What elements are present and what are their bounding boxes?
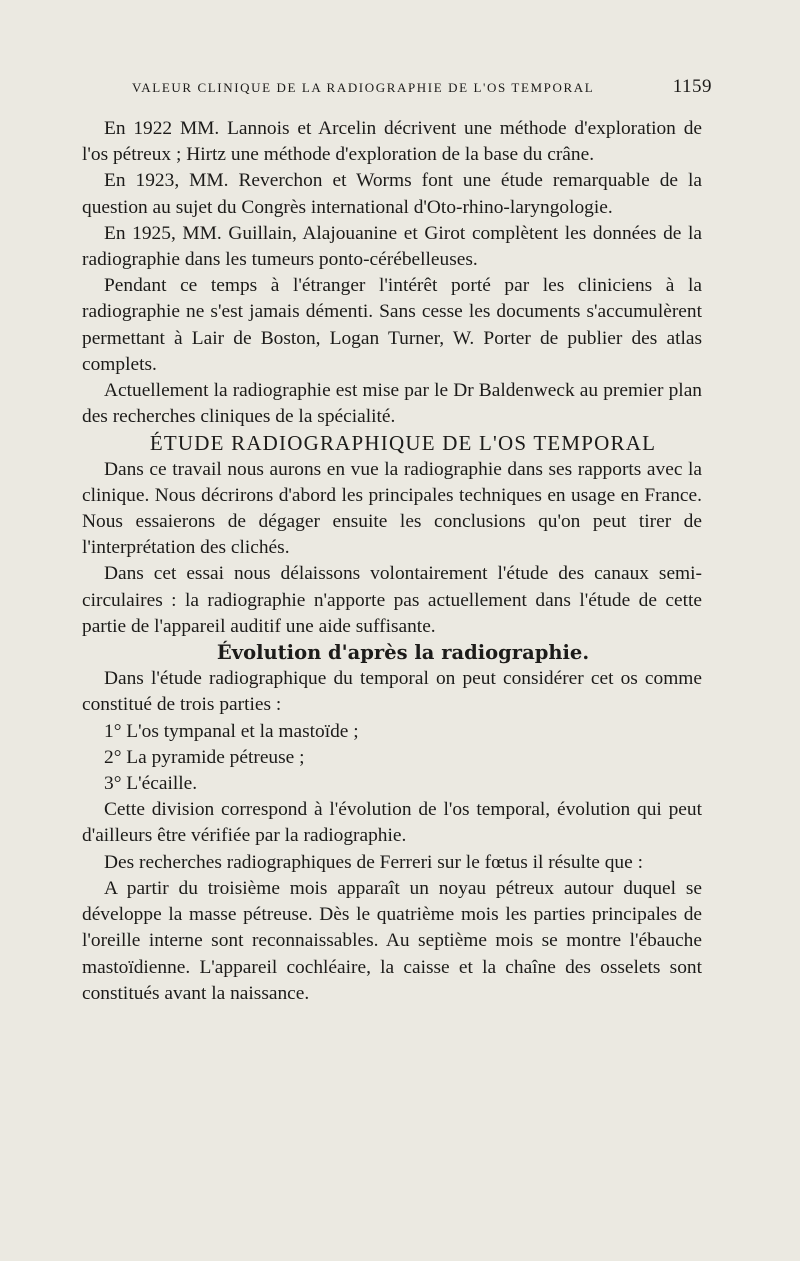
paragraph: En 1923, MM. Reverchon et Worms font une étude remarquable de la question au sujet du Congrès international d'Oto-rhino-laryngologie. bbox=[82, 170, 702, 218]
paragraph: Cette division correspond à l'évolution de l'os temporal, évolution qui peut d'ailleurs être vérifiée par la radiographie. bbox=[82, 799, 702, 847]
paragraph: En 1925, MM. Guillain, Alajouanine et Girot complètent les données de la radiographie dans les tumeurs ponto-cérébelleuses. bbox=[82, 222, 702, 271]
paragraph: En 1922 MM. Lannois et Arcelin décrivent une méthode d'exploration de l'os pétreux ; Hirtz une méthode d'exploration de la base du crâne. bbox=[82, 118, 702, 166]
list-item: 3° L'écaille. bbox=[104, 773, 198, 795]
paragraph: A partir du troisième mois apparaît un noyau pétreux autour duquel se développe la masse pétreuse. Dès le quatrième mois les parties principales de l'oreille interne sont reconnaissables. Au septième mois se montre l'ébauche mastoïdienne. L'appareil cochléaire, la caisse et la chaîne des osselets sont constitués avant la naissance. bbox=[82, 877, 702, 1004]
running-header bbox=[132, 76, 712, 98]
paragraph: Des recherches radiographiques de Ferreri sur le fœtus il résulte que : bbox=[104, 851, 643, 873]
list-item: 1° L'os tympanal et la mastoïde ; bbox=[104, 720, 359, 742]
paragraph: Dans cet essai nous délaissons volontairement l'étude des canaux semi-circulaires : la radiographie n'apporte pas actuellement dans l'étude de cette partie de l'appareil auditif une aide suffisante. bbox=[82, 563, 702, 637]
running-title: VALEUR CLINIQUE DE LA RADIOGRAPHIE DE L'OS TEMPORAL bbox=[132, 80, 595, 95]
paragraph: Pendant ce temps à l'étranger l'intérêt porté par les cliniciens à la radiographie ne s'est jamais démenti. Sans cesse les documents s'accumulèrent permettant à Lair de Boston, Logan Turner, W. Porter de publier des atlas complets. bbox=[82, 275, 702, 375]
paragraph: Dans ce travail nous aurons en vue la radiographie dans ses rapports avec la clinique. Nous décrirons d'abord les principales techniques en usage en France. Nous essaierons de dégager ensuite les conclusions qu'on peut tirer de l'interprétation des clichés. bbox=[82, 458, 702, 559]
body-text bbox=[82, 116, 702, 1007]
paragraph: Actuellement la radiographie est mise par le Dr Baldenweck au premier plan des recherches cliniques de la spécialité. bbox=[82, 380, 702, 428]
subsection-title: Évolution d'après la radiographie. bbox=[216, 641, 590, 665]
page-number: 1159 bbox=[672, 76, 712, 97]
section-title: ÉTUDE RADIOGRAPHIQUE DE L'OS TEMPORAL bbox=[149, 431, 657, 456]
paragraph: Dans l'étude radiographique du temporal on peut considérer cet os comme constitué de trois parties : bbox=[82, 668, 702, 716]
list-item: 2° La pyramide pétreuse ; bbox=[104, 746, 305, 768]
